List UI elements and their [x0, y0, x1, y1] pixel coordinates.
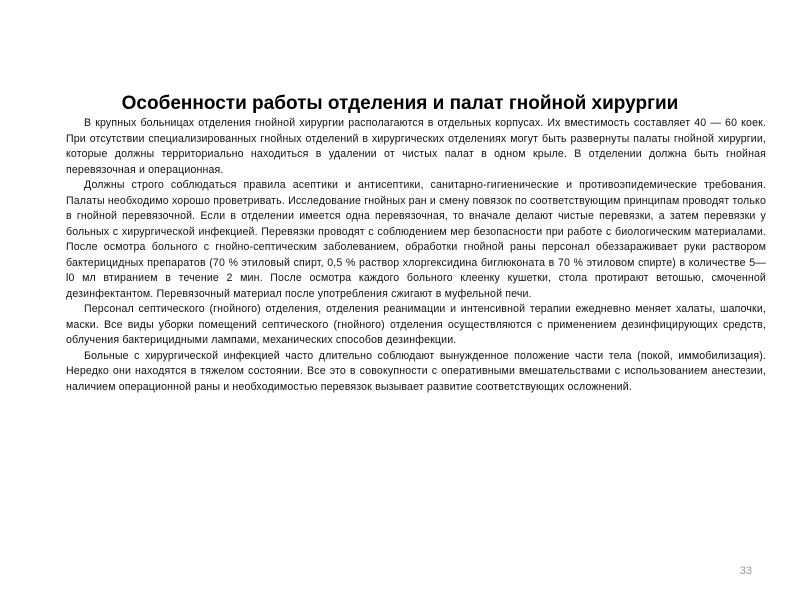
page-number: 33	[739, 565, 752, 577]
paragraph-2: Должны строго соблюдаться правила асептики и антисептики, санитарно-гигиенические и противоэпидемические требования. Палаты необходимо хорошо проветривать. Исследование гнойных ран и смену повязок по соответствующим принципам проводят только в гнойной перевязочной. Если в отделении имеется одна перевязочная, то вначале делают чистые перевязки, а затем перевязки у больных с хирургической инфекцией. Перевязки проводят с соблюдением мер безопасности при работе с биологическим материалами. После осмотра больного с гнойно-септическим заболеванием, обработки гнойной раны персонал обеззараживает руки раствором бактерицидных препаратов (70 % этиловый спирт, 0,5 % раствор хлоргексидина биглюконата в 70 % этиловом спирте) в количестве 5—l0 мл втиранием в течение 2 мин. После осмотра каждого больного клеенку кушетки, стола протирают ветошью, смоченной дезинфектантом. Перевязочный материал после употребления сжигают в муфельной печи.	[66, 179, 766, 300]
paragraph-3: Персонал септического (гнойного) отделения, отделения реанимации и интенсивной терапии ежедневно меняет халаты, шапочки, маски. Все виды уборки помещений септического (гнойного) отделения осуществляются с применением дезинфицирующих средств, облучения бактерицидными лампами, механических способов дезинфекции.	[66, 303, 766, 346]
paragraph-4: Больные с хирургической инфекцией часто длительно соблюдают вынужденное положение части тела (покой, иммобилизация). Нередко они находятся в тяжелом состоянии. Все это в совокупности с оперативными вмешательствами с использованием анестезии, наличием операционной раны и необходимостью перевязок вызывает развитие соответствующих осложнений.	[66, 349, 766, 393]
slide-title: Особенности работы отделения и палат гнойной хирургии	[121, 93, 679, 114]
slide-body	[66, 116, 766, 395]
paragraph-1: В крупных больницах отделения гнойной хирургии располагаются в отдельных корпусах. Их вместимость составляет 40 — 60 коек. При отсутствии специализированных гнойных отделений в хирургических отделениях могут быть развернуты палаты гнойной хирургии, которые должны территориально находиться в удалении от чистых палат в одном крыле. В отделении должна быть гнойная перевязочная и операционная.	[66, 117, 766, 176]
